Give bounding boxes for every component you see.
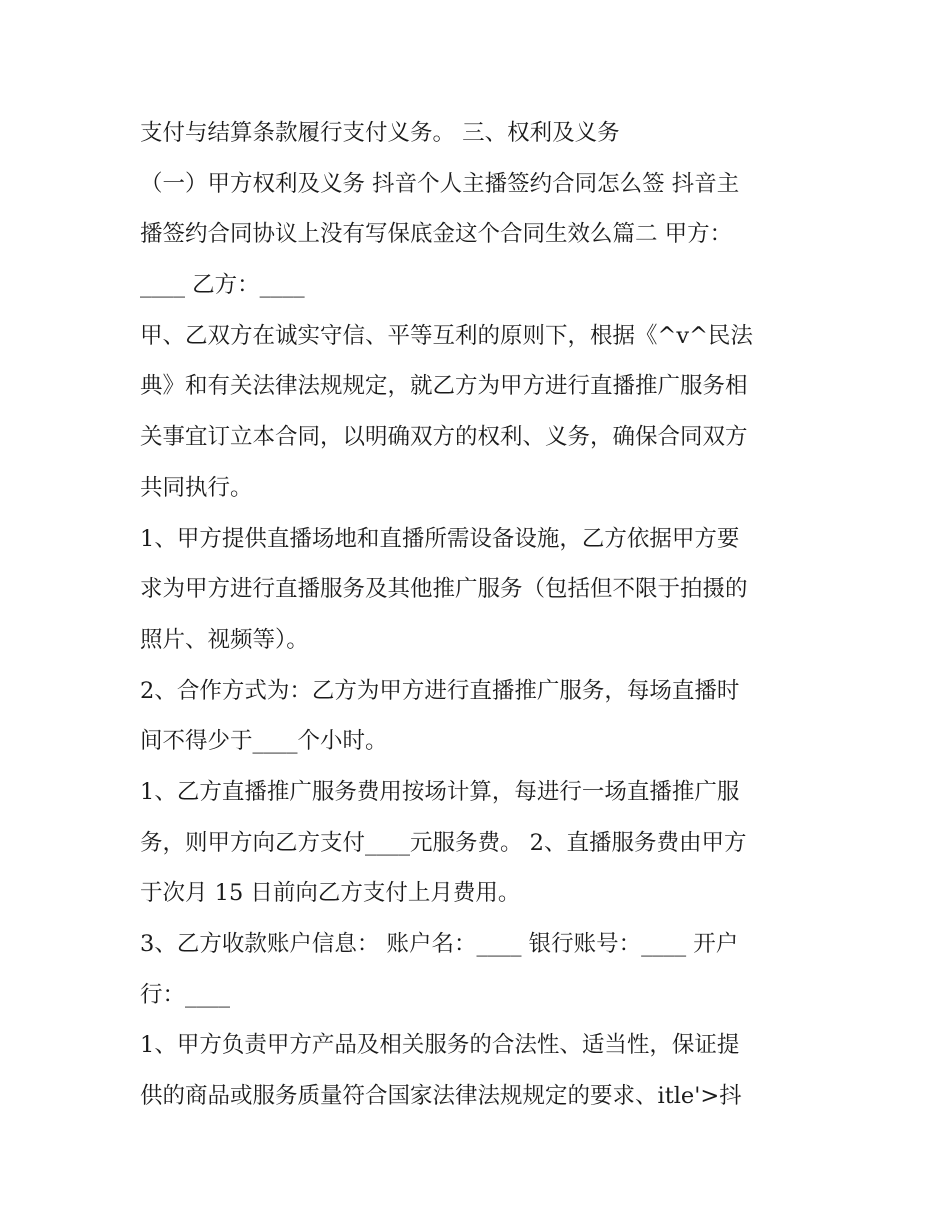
text-line: 行：____: [140, 981, 231, 1008]
document-body: [140, 108, 820, 1122]
text-line: ____ 乙方：____: [140, 272, 305, 299]
text-line: 2、合作方式为：乙方为甲方进行直播推广服务，每场直播时: [140, 677, 740, 704]
text-line: 甲、乙双方在诚实守信、平等互利的原则下，根据《^v^民法: [140, 322, 753, 349]
text-line: 1、乙方直播推广服务费用按场计算，每进行一场直播推广服: [140, 778, 740, 805]
text-line: 供的商品或服务质量符合国家法律法规规定的要求、itle'>抖: [140, 1083, 742, 1110]
text-line: 支付与结算条款履行支付义务。 三、权利及义务: [140, 120, 620, 146]
text-line: 于次月 15 日前向乙方支付上月费用。: [140, 880, 521, 907]
text-line: 照片、视频等）。: [140, 626, 309, 653]
text-line: 1、甲方负责甲方产品及相关服务的合法性、适当性，保证提: [140, 1032, 740, 1059]
text-line: 典》和有关法律法规规定，就乙方为甲方进行直播推广服务相: [140, 373, 748, 400]
text-line: 务，则甲方向乙方支付____元服务费。 2、直播服务费由甲方: [140, 829, 747, 856]
text-line: 关事宜订立本合同，以明确双方的权利、义务，确保合同双方: [140, 424, 748, 451]
text-line: 间不得少于____个小时。: [140, 728, 388, 755]
text-line: 播签约合同协议上没有写保底金这个合同生效么篇二 甲方：: [140, 221, 733, 248]
text-line: 3、乙方收款账户信息： 账户名：____ 银行账号：____ 开户: [140, 931, 739, 957]
text-line: （一）甲方权利及义务 抖音个人主播签约合同怎么签 抖音主: [140, 170, 740, 197]
text-line: 1、甲方提供直播场地和直播所需设备设施，乙方依据甲方要: [140, 525, 740, 552]
text-line: 共同执行。: [140, 474, 253, 501]
text-line: 求为甲方进行直播服务及其他推广服务（包括但不限于拍摄的: [140, 576, 748, 603]
